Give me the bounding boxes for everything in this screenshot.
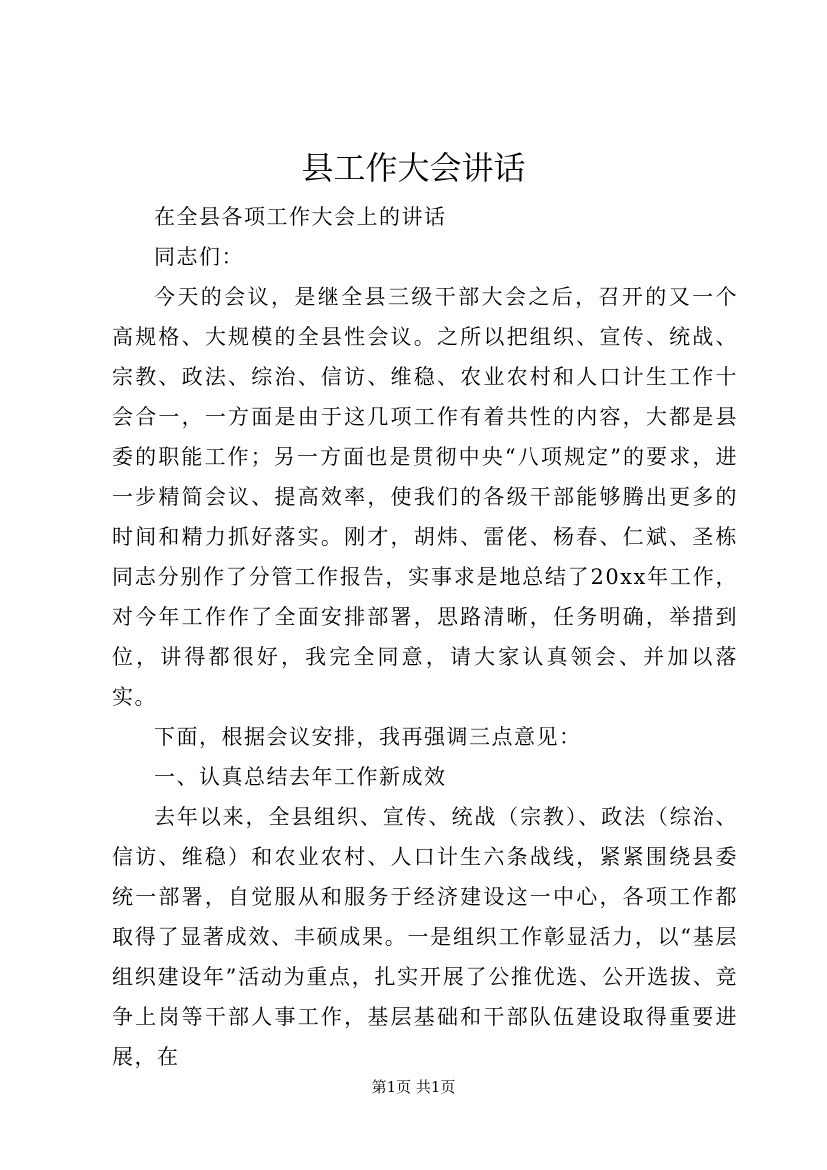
section-heading: 一、认真总结去年工作新成效	[154, 765, 447, 789]
salutation-paragraph: 同志们：	[154, 245, 244, 269]
page-number-label: 第1页 共1页	[371, 1078, 456, 1096]
page-footer	[0, 1077, 827, 1097]
document-body	[112, 197, 738, 1077]
body-paragraph: 下面，根据会议安排，我再强调三点意见：	[154, 725, 582, 749]
body-paragraph: 今天的会议，是继全县三级干部大会之后，召开的又一个高规格、大规模的全县性会议。之所以把组织、宣传、统战、宗教、政法、综治、信访、维稳、农业农村和人口计生工作十会合一，一方面是由于这几项工作有着共性的内容，大都是县委的职能工作；另一方面也是贯彻中央“八项规定”的要求，进一步精简会议、提高效率，使我们的各级干部能够腾出更多的时间和精力抓好落实。刚才，胡炜、雷佬、杨春、仁斌、圣栋同志分别作了分管工作报告，实事求是地总结了20xx年工作，对今年工作作了全面安排部署，思路清晰，任务明确，举措到位，讲得都很好，我完全同意，请大家认真领会、并加以落实。	[112, 285, 738, 709]
subtitle-paragraph: 在全县各项工作大会上的讲话	[154, 205, 447, 229]
body-paragraph: 去年以来，全县组织、宣传、统战（宗教）、政法（综治、信访、维稳）和农业农村、人口计生六条战线，紧紧围绕县委统一部署，自觉服从和服务于经济建设这一中心，各项工作都取得了显著成效、丰硕成果。一是组织工作彰显活力，以“基层组织建设年”活动为重点，扎实开展了公推优选、公开选拔、竞争上岗等干部人事工作，基层基础和干部队伍建设取得重要进展，在	[112, 805, 738, 1069]
document-title: 县工作大会讲话	[301, 149, 526, 187]
